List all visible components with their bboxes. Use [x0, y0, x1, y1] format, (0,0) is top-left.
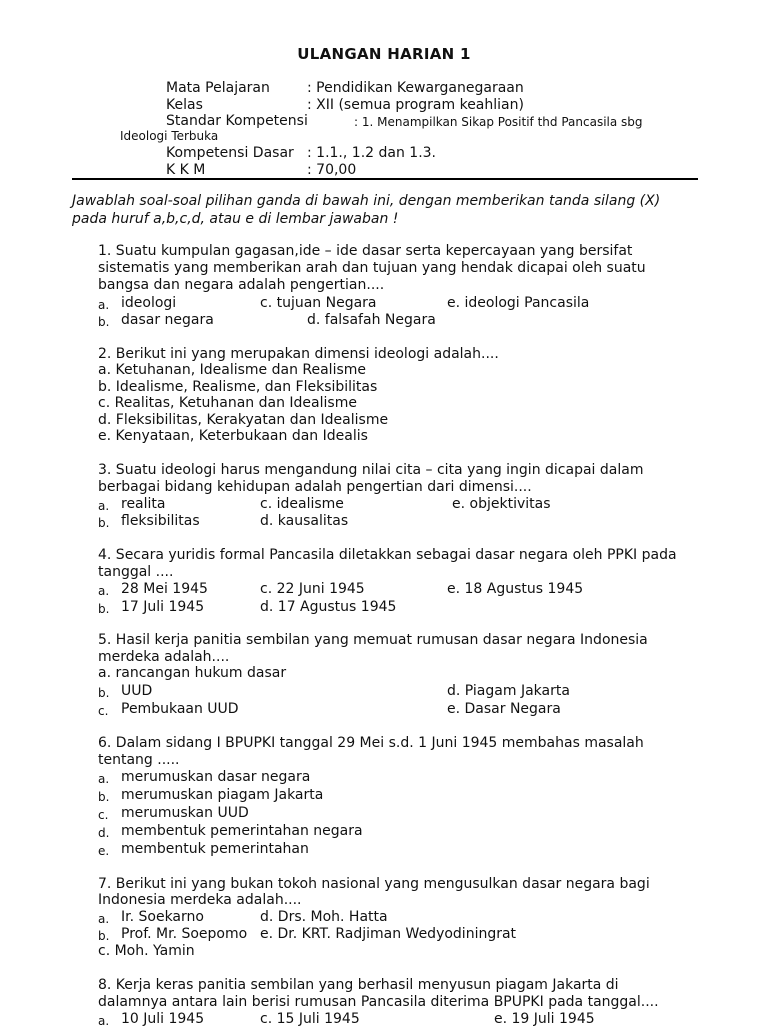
- option-letter-b: b.: [98, 516, 110, 530]
- question-6-option-a: merumuskan dasar negara: [121, 769, 311, 785]
- option-letter-a: a.: [98, 298, 110, 312]
- option-letter-b: b.: [98, 686, 110, 700]
- question-3-line-2: berbagai bidang kehidupan adalah pengertian dari dimensi....: [98, 479, 532, 495]
- option-letter-b: b.: [98, 315, 110, 329]
- question-1-line-2: sistematis yang memberikan arah dan tujuan yang hendak dicapai oleh suatu: [98, 260, 646, 276]
- question-3-option-e: e. objektivitas: [452, 496, 551, 512]
- question-2-option-c: c. Realitas, Ketuhanan dan Idealisme: [98, 395, 357, 411]
- kkm-label: K K M: [166, 162, 206, 178]
- instruction-line-1: Jawablah soal-soal pilihan ganda di bawah ini, dengan memberikan tanda silang (X): [72, 193, 661, 209]
- question-5-option-c: Pembukaan UUD: [121, 701, 239, 717]
- question-6-line-2: tentang .....: [98, 752, 180, 768]
- question-3-option-b: fleksibilitas: [121, 513, 200, 529]
- question-5-option-d: d. Piagam Jakarta: [447, 683, 570, 699]
- header-divider: [72, 178, 698, 180]
- question-7-line-2: Indonesia merdeka adalah....: [98, 892, 302, 908]
- question-6-option-c: merumuskan UUD: [121, 805, 249, 821]
- question-5-option-e: e. Dasar Negara: [447, 701, 561, 717]
- instruction-line-2: pada huruf a,b,c,d, atau e di lembar jawaban !: [72, 211, 399, 227]
- mapel-label: Mata Pelajaran: [166, 80, 270, 96]
- question-5-line-1: 5. Hasil kerja panitia sembilan yang memuat rumusan dasar negara Indonesia: [98, 632, 648, 648]
- question-6-line-1: 6. Dalam sidang I BPUPKI tanggal 29 Mei s.d. 1 Juni 1945 membahas masalah: [98, 735, 644, 751]
- question-6-option-b: merumuskan piagam Jakarta: [121, 787, 324, 803]
- question-1-line-1: 1. Suatu kumpulan gagasan,ide – ide dasar serta kepercayaan yang bersifat: [98, 243, 633, 259]
- question-7-option-c: c. Moh. Yamin: [98, 943, 195, 959]
- option-letter-a: a.: [98, 1014, 110, 1028]
- question-8-line-2: dalamnya antara lain berisi rumusan Pancasila diterima BPUPKI pada tanggal....: [98, 994, 659, 1010]
- question-5-option-b: UUD: [121, 683, 153, 699]
- question-7-option-a: Ir. Soekarno: [121, 909, 204, 925]
- question-4-option-a: 28 Mei 1945: [121, 581, 208, 597]
- page-title: ULANGAN HARIAN 1: [297, 45, 471, 63]
- question-3-option-a: realita: [121, 496, 166, 512]
- question-5-line-2: merdeka adalah....: [98, 649, 230, 665]
- kd-label: Kompetensi Dasar: [166, 145, 294, 161]
- question-6-option-e: membentuk pemerintahan: [121, 841, 309, 857]
- question-4-option-d: d. 17 Agustus 1945: [260, 599, 397, 615]
- question-1-line-3: bangsa dan negara adalah pengertian....: [98, 277, 385, 293]
- question-1-option-e: e. ideologi Pancasila: [447, 295, 590, 311]
- option-letter-b: b.: [98, 790, 110, 804]
- option-letter-c: c.: [98, 808, 109, 822]
- question-2-option-a: a. Ketuhanan, Idealisme dan Realisme: [98, 362, 367, 378]
- question-1-option-c: c. tujuan Negara: [260, 295, 377, 311]
- sk-label: Standar Kompetensi: [166, 113, 308, 129]
- instruction: [72, 192, 712, 228]
- option-letter-a: a.: [98, 912, 110, 926]
- option-letter-d: d.: [98, 826, 110, 840]
- sk-value: : 1. Menampilkan Sikap Positif thd Pancasila sbg: [354, 115, 643, 129]
- question-7-line-1: 7. Berikut ini yang bukan tokoh nasional yang mengusulkan dasar negara bagi: [98, 876, 650, 892]
- question-4-line-1: 4. Secara yuridis formal Pancasila diletakkan sebagai dasar negara oleh PPKI pada: [98, 547, 677, 563]
- question-2-option-b: b. Idealisme, Realisme, dan Fleksibilitas: [98, 379, 378, 395]
- question-2-option-e: e. Kenyataan, Keterbukaan dan Idealis: [98, 428, 368, 444]
- option-letter-a: a.: [98, 772, 110, 786]
- kelas-value: : XII (semua program keahlian): [307, 97, 524, 113]
- question-8-option-e: e. 19 Juli 1945: [494, 1011, 595, 1027]
- question-2-option-d: d. Fleksibilitas, Kerakyatan dan Idealisme: [98, 412, 389, 428]
- question-1-option-b: dasar negara: [121, 312, 214, 328]
- sk-continuation: Ideologi Terbuka: [120, 129, 219, 143]
- question-3-line-1: 3. Suatu ideologi harus mengandung nilai cita – cita yang ingin dicapai dalam: [98, 462, 644, 478]
- question-7-option-b: Prof. Mr. Soepomo: [121, 926, 248, 942]
- question-3-option-d: d. kausalitas: [260, 513, 349, 529]
- question-7-option-e: e. Dr. KRT. Radjiman Wedyodiningrat: [260, 926, 517, 942]
- option-letter-b: b.: [98, 602, 110, 616]
- kelas-label: Kelas: [166, 97, 203, 113]
- option-letter-a: a.: [98, 584, 110, 598]
- question-3-option-c: c. idealisme: [260, 496, 344, 512]
- question-4-option-c: c. 22 Juni 1945: [260, 581, 365, 597]
- kkm-value: : 70,00: [307, 162, 357, 178]
- option-letter-c: c.: [98, 704, 109, 718]
- question-1-option-a: ideologi: [121, 295, 177, 311]
- question-4-option-e: e. 18 Agustus 1945: [447, 581, 584, 597]
- question-7-option-d: d. Drs. Moh. Hatta: [260, 909, 388, 925]
- question-8-line-1: 8. Kerja keras panitia sembilan yang berhasil menyusun piagam Jakarta di: [98, 977, 619, 993]
- question-2-line-1: 2. Berikut ini yang merupakan dimensi ideologi adalah....: [98, 346, 499, 362]
- question-8-option-a: 10 Juli 1945: [121, 1011, 205, 1027]
- kd-value: : 1.1., 1.2 dan 1.3.: [307, 145, 437, 161]
- question-1-option-d: d. falsafah Negara: [307, 312, 436, 328]
- question-4-line-2: tanggal ....: [98, 564, 174, 580]
- option-letter-e: e.: [98, 844, 110, 858]
- question-5-option-a: a. rancangan hukum dasar: [98, 665, 287, 681]
- question-4-option-b: 17 Juli 1945: [121, 599, 205, 615]
- question-8-option-c: c. 15 Juli 1945: [260, 1011, 360, 1027]
- mapel-value: : Pendidikan Kewarganegaraan: [307, 80, 524, 96]
- option-letter-b: b.: [98, 929, 110, 943]
- question-6-option-d: membentuk pemerintahan negara: [121, 823, 363, 839]
- option-letter-a: a.: [98, 499, 110, 513]
